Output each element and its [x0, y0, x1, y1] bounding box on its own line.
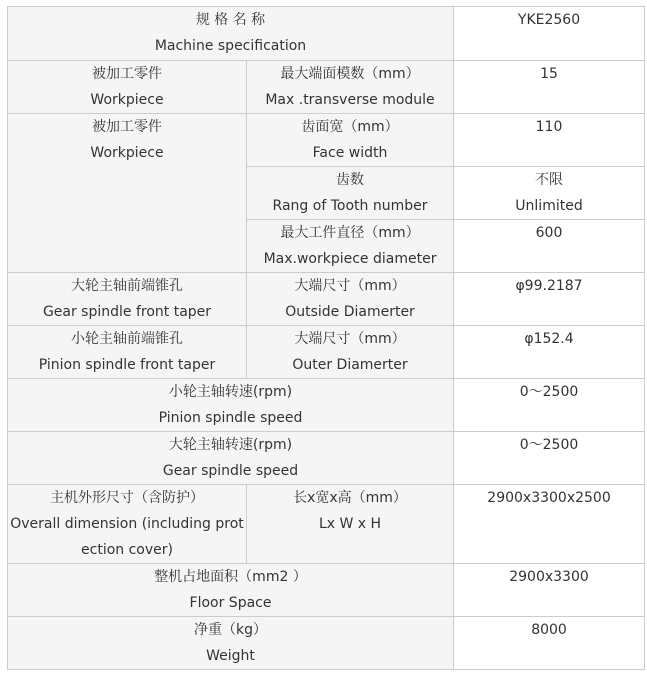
floor-label-en: Floor Space: [189, 595, 272, 611]
face-cat-cn: 被加工零件: [92, 119, 162, 135]
pinion-taper-value: φ152.4: [524, 331, 574, 347]
weight-value-cell: [454, 617, 645, 670]
diameter-value-cell: [454, 220, 645, 273]
face-cat-en: Workpiece: [90, 145, 164, 161]
floor-value-cell: [454, 564, 645, 617]
table-row: [8, 7, 645, 61]
gear-speed-value: 0～2500: [519, 437, 579, 453]
gear-taper-value: φ99.2187: [515, 278, 583, 294]
gear-speed-value-cell: [454, 432, 645, 485]
gear-taper-label-cell: [247, 273, 454, 326]
pinion-taper-label-en: Outer Diamerter: [292, 357, 408, 373]
pinion-taper-label-cell: [247, 326, 454, 379]
pinion-speed-label-en: Pinion spindle speed: [158, 410, 303, 426]
module-cat-en: Workpiece: [90, 92, 164, 108]
module-label-en: Max .transverse module: [265, 92, 435, 108]
pinion-taper-value-cell: [454, 326, 645, 379]
spec-label-cn: 规 格 名 称: [195, 12, 266, 28]
face-value: 110: [535, 119, 563, 135]
table-row: [8, 617, 645, 670]
dimension-value-cell: [454, 485, 645, 564]
floor-value: 2900x3300: [509, 569, 589, 585]
face-category-cell: [8, 114, 247, 273]
dimension-cat-en: Overall dimension (including protection cover): [10, 516, 244, 558]
table-row: [8, 273, 645, 326]
table-row: [8, 379, 645, 432]
diameter-value: 600: [535, 225, 563, 241]
spec-value-cell: [454, 7, 645, 61]
spec-table: [7, 6, 645, 670]
teeth-value-en: Unlimited: [515, 198, 583, 214]
table-row: [8, 432, 645, 485]
table-row: [8, 326, 645, 379]
gear-taper-label-en: Outside Diamerter: [285, 304, 415, 320]
table-row: [8, 114, 645, 167]
pinion-taper-cat-cn: 小轮主轴前端锥孔: [71, 331, 183, 347]
teeth-value-cn: 不限: [535, 172, 564, 188]
spec-value: YKE2560: [517, 12, 581, 28]
gear-taper-value-cell: [454, 273, 645, 326]
gear-taper-category-cell: [8, 273, 247, 326]
dimension-label-cell: [247, 485, 454, 564]
face-label-cn: 齿面宽（mm）: [301, 119, 399, 135]
module-category-cell: [8, 61, 247, 114]
pinion-taper-cat-en: Pinion spindle front taper: [38, 357, 216, 373]
face-label-cell: [247, 114, 454, 167]
dimension-category-cell: [8, 485, 247, 564]
pinion-taper-label-cn: 大端尺寸（mm）: [294, 331, 406, 347]
pinion-taper-category-cell: [8, 326, 247, 379]
gear-taper-label-cn: 大端尺寸（mm）: [294, 278, 406, 294]
spec-label-en: Machine specification: [154, 38, 307, 54]
gear-speed-label-cn: 大轮主轴转速(rpm): [168, 437, 293, 453]
gear-taper-cat-en: Gear spindle front taper: [42, 304, 212, 320]
floor-label-cell: [8, 564, 454, 617]
diameter-label-en: Max.workpiece diameter: [263, 251, 437, 267]
pinion-speed-value: 0～2500: [519, 384, 579, 400]
table-row: [8, 61, 645, 114]
face-label-en: Face width: [312, 145, 388, 161]
teeth-label-en: Rang of Tooth number: [272, 198, 428, 214]
dimension-label-en: Lx W x H: [318, 516, 382, 532]
teeth-label-cn: 齿数: [336, 172, 364, 188]
teeth-value-cell: [454, 167, 645, 220]
table-row: [8, 485, 645, 564]
dimension-value: 2900x3300x2500: [487, 490, 611, 506]
weight-label-cn: 净重（kg）: [194, 622, 267, 638]
gear-taper-cat-cn: 大轮主轴前端锥孔: [71, 278, 183, 294]
module-value: 15: [540, 66, 558, 82]
dimension-label-cn: 长x宽x高（mm）: [293, 490, 407, 506]
module-label-cn: 最大端面模数（mm）: [280, 66, 420, 82]
pinion-speed-value-cell: [454, 379, 645, 432]
pinion-speed-label-cell: [8, 379, 454, 432]
gear-speed-label-en: Gear spindle speed: [162, 463, 299, 479]
gear-speed-label-cell: [8, 432, 454, 485]
module-label-cell: [247, 61, 454, 114]
pinion-speed-label-cn: 小轮主轴转速(rpm): [168, 384, 293, 400]
dimension-cat-cn: 主机外形尺寸（含防护）: [50, 490, 204, 506]
module-value-cell: [454, 61, 645, 114]
module-cat-cn: 被加工零件: [92, 66, 162, 82]
floor-label-cn: 整机占地面积（mm2 ）: [154, 569, 307, 585]
weight-label-cell: [8, 617, 454, 670]
spec-label-cell: [8, 7, 454, 61]
diameter-label-cn: 最大工件直径（mm）: [280, 225, 420, 241]
teeth-label-cell: [247, 167, 454, 220]
weight-value: 8000: [531, 622, 567, 638]
table-row: [8, 564, 645, 617]
weight-label-en: Weight: [206, 648, 255, 664]
diameter-label-cell: [247, 220, 454, 273]
face-value-cell: [454, 114, 645, 167]
